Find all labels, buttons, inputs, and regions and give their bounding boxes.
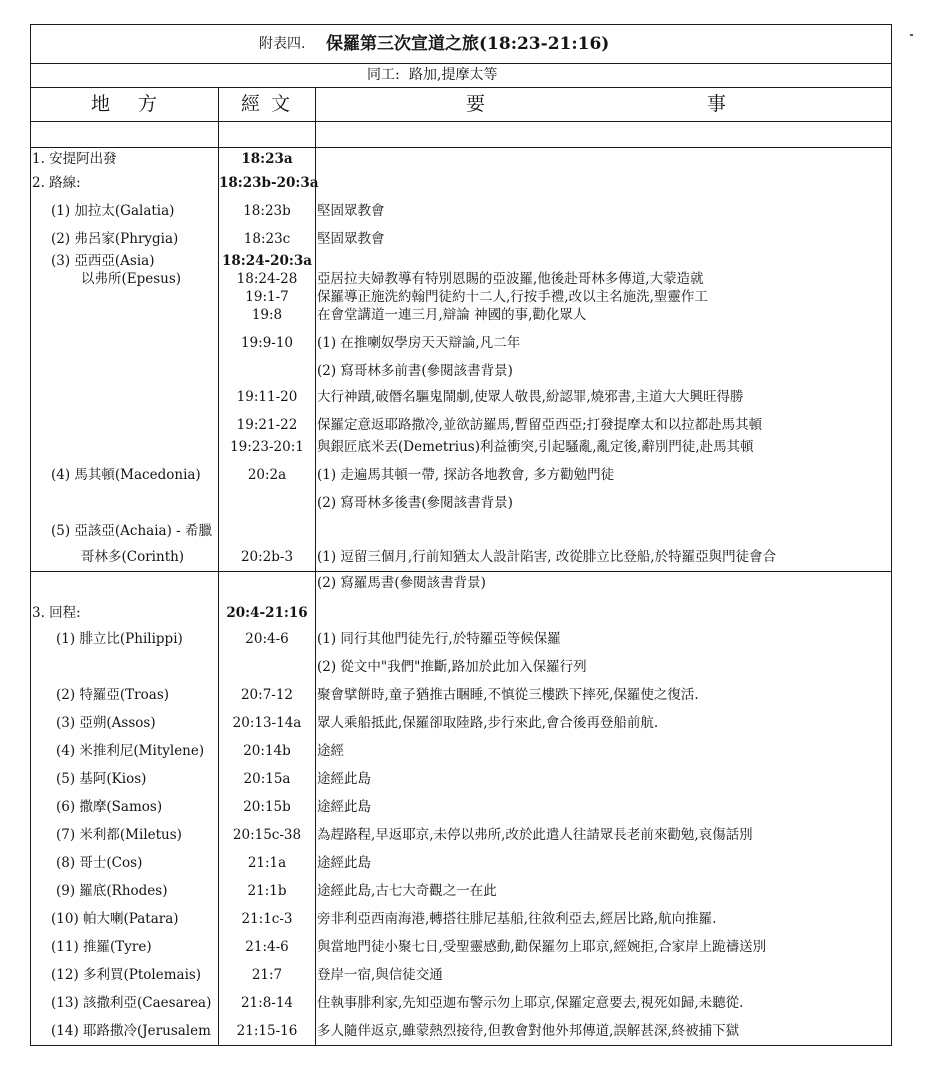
row-event: (1) 走遍馬其頓一帶, 探訪各地教會, 多方勸勉門徒 bbox=[317, 467, 615, 483]
row-event: (2) 寫哥林多後書(參閱該書背景) bbox=[317, 495, 513, 511]
rule-coworkers bbox=[31, 87, 891, 88]
row-event: (1) 逗留三個月,行前知猶太人設計陷害, 改從腓立比登船,於特羅亞與門徒會合 bbox=[317, 549, 777, 565]
row-event: 途經 bbox=[317, 743, 344, 759]
row-place: (4) 馬其頓(Macedonia) bbox=[51, 467, 201, 483]
row-place: (2) 弗呂家(Phrygia) bbox=[51, 231, 179, 247]
row-event: 與銀匠底米丟(Demetrius)利益衝突,引起騷亂,亂定後,辭別門徒,赴馬其頓 bbox=[317, 439, 754, 455]
row-verse: 20:2b-3 bbox=[240, 549, 294, 565]
row-place: (7) 米利都(Miletus) bbox=[56, 827, 182, 843]
row-event: 途經此島 bbox=[317, 771, 371, 787]
rule-col-scripture bbox=[315, 87, 316, 1045]
row-verse: 21:15-16 bbox=[236, 1023, 298, 1039]
row-verse: 18:23b-20:3a bbox=[219, 175, 319, 191]
row-verse: 20:15b bbox=[243, 799, 291, 815]
row-verse: 19:11-20 bbox=[236, 389, 298, 405]
row-place: 以弗所(Epesus) bbox=[81, 271, 182, 287]
row-place: (5) 亞該亞(Achaia) - 希臘 bbox=[51, 523, 213, 539]
row-event: 亞居拉夫婦教導有特別恩賜的亞波羅,他後赴哥林多傳道,大蒙造就 bbox=[317, 271, 704, 287]
row-event: 多人隨伴返京,雖蒙熱烈接待,但教會對他外邦傳道,誤解甚深,終被捕下獄 bbox=[317, 1023, 740, 1039]
row-place: 3. 回程: bbox=[32, 605, 81, 621]
row-verse: 21:1b bbox=[247, 883, 287, 899]
rule-title bbox=[31, 63, 891, 64]
row-event: 堅固眾教會 bbox=[317, 203, 385, 219]
row-place: 哥林多(Corinth) bbox=[81, 549, 185, 565]
column-header-place-1: 地 bbox=[91, 93, 113, 115]
row-verse: 20:13-14a bbox=[232, 715, 302, 731]
row-event: (2) 寫哥林多前書(參閱該書背景) bbox=[317, 363, 513, 379]
scan-speck bbox=[910, 34, 913, 36]
row-verse: 20:4-6 bbox=[245, 631, 289, 647]
rule-column-header bbox=[31, 121, 891, 122]
row-place: (12) 多利買(Ptolemais) bbox=[51, 967, 202, 983]
rule-start bbox=[31, 147, 891, 148]
row-place: 1. 安提阿出發 bbox=[32, 151, 117, 167]
row-event: 途經此島,古七大奇觀之一在此 bbox=[317, 883, 497, 899]
row-place: (5) 基阿(Kios) bbox=[56, 771, 147, 787]
column-header-scripture-1: 經 bbox=[241, 93, 263, 115]
row-verse: 18:23b bbox=[243, 203, 291, 219]
row-verse: 20:7-12 bbox=[240, 687, 294, 703]
row-event: 大行神蹟,破僭名驅鬼鬧劇,使眾人敬畏,紛認罪,燒邪書,主道大大興旺得勝 bbox=[317, 389, 744, 405]
table-frame bbox=[30, 24, 892, 1046]
row-place: (8) 哥士(Cos) bbox=[56, 855, 143, 871]
column-header-events-2: 事 bbox=[707, 93, 729, 115]
row-event: 保羅定意返耶路撒冷,並欲訪羅馬,暫留亞西亞;打發提摩太和以拉都赴馬其頓 bbox=[317, 417, 763, 433]
row-event: 為趕路程,早返耶京,未停以弗所,改於此遣人往請眾長老前來勸勉,哀傷話別 bbox=[317, 827, 753, 843]
row-place: (10) 帕大喇(Patara) bbox=[51, 911, 179, 927]
row-event: 聚會擘餅時,童子猶推古睏睡,不慎從三樓跌下摔死,保羅使之復活. bbox=[317, 687, 699, 703]
row-verse: 19:1-7 bbox=[245, 289, 289, 305]
row-verse: 19:9-10 bbox=[240, 335, 294, 351]
row-place: (11) 推羅(Tyre) bbox=[51, 939, 152, 955]
row-event: 保羅導正施洗約翰門徒約十二人,行按手禮,改以主名施洗,聖靈作工 bbox=[317, 289, 708, 305]
row-place: (3) 亞西亞(Asia) bbox=[51, 253, 155, 269]
coworkers-names: 路加,提摩太等 bbox=[409, 67, 498, 83]
row-verse: 19:8 bbox=[251, 307, 283, 323]
row-place: (4) 米推利尼(Mitylene) bbox=[56, 743, 205, 759]
coworkers-label: 同工: bbox=[367, 67, 400, 83]
row-event: 在會堂講道一連三月,辯論 神國的事,勸化眾人 bbox=[317, 307, 587, 323]
row-place: 2. 路線: bbox=[32, 175, 81, 191]
row-place: (2) 特羅亞(Troas) bbox=[56, 687, 170, 703]
row-place: (1) 加拉太(Galatia) bbox=[51, 203, 175, 219]
row-verse: 19:23-20:1 bbox=[230, 439, 304, 455]
row-place: (1) 腓立比(Philippi) bbox=[56, 631, 183, 647]
column-header-scripture-2: 文 bbox=[271, 93, 293, 115]
row-verse: 18:24-20:3a bbox=[221, 253, 313, 269]
column-header-place-2: 方 bbox=[138, 93, 160, 115]
row-event: 住執事腓利家,先知亞迦布警示勿上耶京,保羅定意要去,視死如歸,未聽從. bbox=[317, 995, 744, 1011]
appendix-label: 附表四. bbox=[259, 36, 306, 52]
row-event: 眾人乘船抵此,保羅卻取陸路,步行來此,會合後再登船前航. bbox=[317, 715, 659, 731]
row-verse: 20:2a bbox=[247, 467, 287, 483]
row-verse: 20:14b bbox=[243, 743, 291, 759]
row-verse: 21:7 bbox=[251, 967, 283, 983]
row-verse: 20:15c-38 bbox=[232, 827, 302, 843]
row-event: (1) 同行其他門徒先行,於特羅亞等候保羅 bbox=[317, 631, 561, 647]
row-event: (2) 寫羅馬書(參閱該書背景) bbox=[317, 575, 486, 591]
row-event: 與當地門徒小聚七日,受聖靈感動,勸保羅勿上耶京,經婉拒,合家岸上跪禱送別 bbox=[317, 939, 767, 955]
row-event: 旁非利亞西南海港,轉搭往腓尼基船,往敘利亞去,經居比路,航向推羅. bbox=[317, 911, 717, 927]
row-event: 堅固眾教會 bbox=[317, 231, 385, 247]
row-verse: 18:23a bbox=[241, 151, 293, 167]
row-verse: 20:4-21:16 bbox=[226, 605, 308, 621]
page-title: 保羅第三次宣道之旅(18:23-21:16) bbox=[326, 34, 610, 54]
row-place: (13) 該撒利亞(Caesarea) bbox=[51, 995, 212, 1011]
row-place: (9) 羅底(Rhodes) bbox=[56, 883, 168, 899]
row-verse: 18:24-28 bbox=[236, 271, 298, 287]
column-header-events-1: 要 bbox=[466, 93, 488, 115]
row-verse: 18:23c bbox=[243, 231, 291, 247]
rule-return bbox=[31, 571, 891, 572]
row-event: 途經此島 bbox=[317, 799, 371, 815]
row-verse: 21:4-6 bbox=[245, 939, 289, 955]
rule-col-place bbox=[218, 87, 219, 1045]
row-event: 登岸一宿,與信徒交通 bbox=[317, 967, 443, 983]
row-verse: 19:21-22 bbox=[236, 417, 298, 433]
row-place: (3) 亞朔(Assos) bbox=[56, 715, 156, 731]
row-place: (6) 撒摩(Samos) bbox=[56, 799, 163, 815]
row-event: 途經此島 bbox=[317, 855, 371, 871]
row-verse: 20:15a bbox=[243, 771, 291, 787]
row-verse: 21:1a bbox=[247, 855, 287, 871]
row-event: (1) 在推喇奴學房天天辯論,凡二年 bbox=[317, 335, 521, 351]
row-verse: 21:1c-3 bbox=[241, 911, 293, 927]
row-place: (14) 耶路撒冷(Jerusalem bbox=[51, 1023, 211, 1039]
row-event: (2) 從文中"我們"推斷,路加於此加入保羅行列 bbox=[317, 659, 587, 675]
row-verse: 21:8-14 bbox=[240, 995, 294, 1011]
